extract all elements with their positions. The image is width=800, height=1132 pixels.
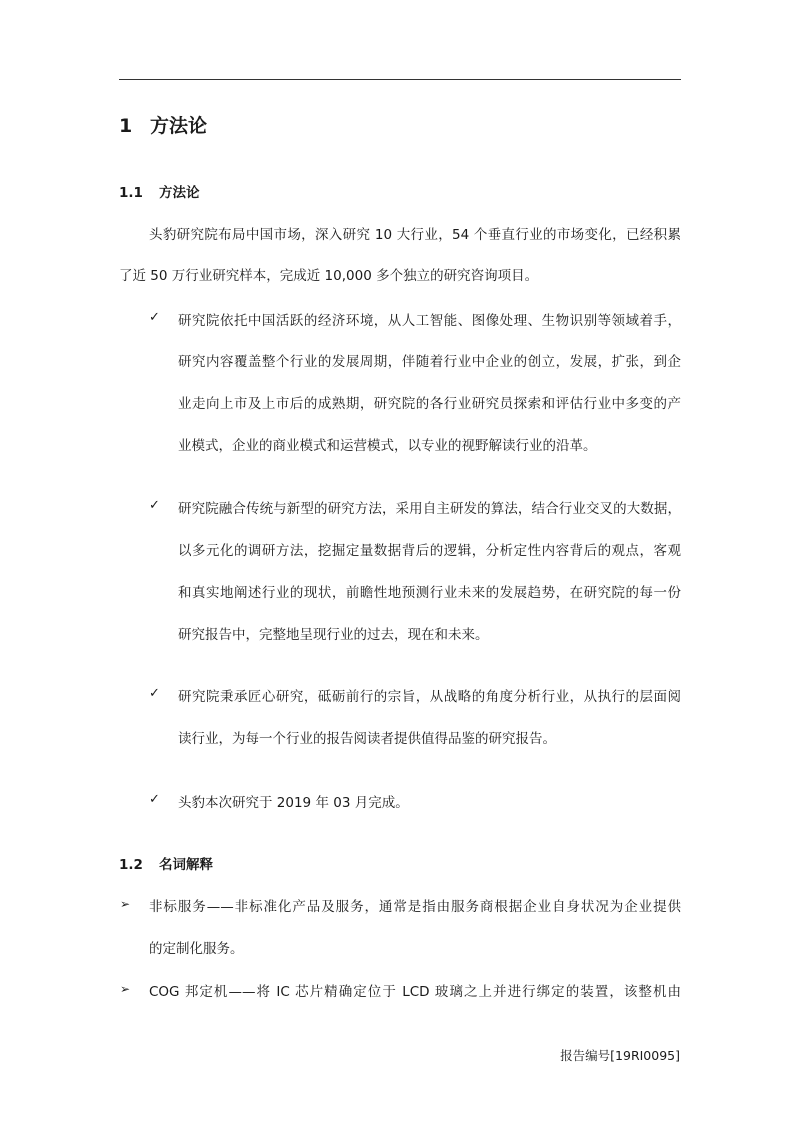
heading-1-2-title: 名词解释 — [159, 857, 213, 873]
checkmark-icon: ✓ — [149, 310, 160, 325]
term-1-line-2: 的定制化服务。 — [149, 941, 244, 957]
intro-line-1: 头豹研究院布局中国市场，深入研究 10 大行业，54 个垂直行业的市场变化，已经积累 — [149, 227, 681, 243]
heading-1-1-number: 1.1 — [119, 185, 143, 201]
term-1-line-1: 非标服务——非标准化产品及服务，通常是指由服务商根据企业自身状况为企业提供 — [149, 899, 681, 915]
bullet-1-line-4: 业模式，企业的商业模式和运营模式，以专业的视野解读行业的沿革。 — [178, 438, 597, 454]
bullet-2-line-2: 以多元化的调研方法，挖掘定量数据背后的逻辑，分析定性内容背后的观点，客观 — [178, 543, 681, 559]
bullet-1-line-2: 研究内容覆盖整个行业的发展周期，伴随着行业中企业的创立，发展，扩张，到企 — [178, 354, 681, 370]
checkmark-icon: ✓ — [149, 498, 160, 513]
checkmark-icon: ✓ — [149, 792, 160, 807]
bullet-4-line-1: 头豹本次研究于 2019 年 03 月完成。 — [178, 795, 409, 811]
bullet-2-line-4: 研究报告中，完整地呈现行业的过去，现在和未来。 — [178, 627, 489, 643]
bullet-3-line-2: 读行业，为每一个行业的报告阅读者提供值得品鉴的研究报告。 — [178, 731, 556, 747]
report-number: 报告编号[19RI0095] — [560, 1048, 680, 1063]
heading-1-2 — [119, 853, 213, 873]
bullet-2-line-3: 和真实地阐述行业的现状，前瞻性地预测行业未来的发展趋势，在研究院的每一份 — [178, 585, 681, 601]
bullet-1-line-3: 业走向上市及上市后的成熟期，研究院的各行业研究员探索和评估行业中多变的产 — [178, 396, 681, 412]
bullet-3-line-1: 研究院秉承匠心研究，砥砺前行的宗旨，从战略的角度分析行业，从执行的层面阅 — [178, 689, 681, 705]
arrow-bullet-icon: ➢ — [120, 897, 131, 911]
term-2-line-1: COG 邦定机——将 IC 芯片精确定位于 LCD 玻璃之上并进行绑定的装置，该整机由 — [149, 984, 681, 1000]
bullet-1-line-1: 研究院依托中国活跃的经济环境，从人工智能、图像处理、生物识别等领域着手， — [178, 313, 681, 329]
heading-1 — [119, 111, 207, 138]
heading-1-number: 1 — [119, 115, 133, 137]
bullet-2-line-1: 研究院融合传统与新型的研究方法，采用自主研发的算法，结合行业交叉的大数据， — [178, 501, 681, 517]
checkmark-icon: ✓ — [149, 686, 160, 701]
heading-1-1-title: 方法论 — [159, 185, 200, 201]
intro-line-2: 了近 50 万行业研究样本，完成近 10,000 多个独立的研究咨询项目。 — [119, 268, 539, 284]
header-rule — [119, 79, 681, 80]
heading-1-title: 方法论 — [150, 115, 208, 137]
heading-1-1 — [119, 181, 200, 201]
heading-1-2-number: 1.2 — [119, 857, 143, 873]
arrow-bullet-icon: ➢ — [120, 982, 131, 996]
